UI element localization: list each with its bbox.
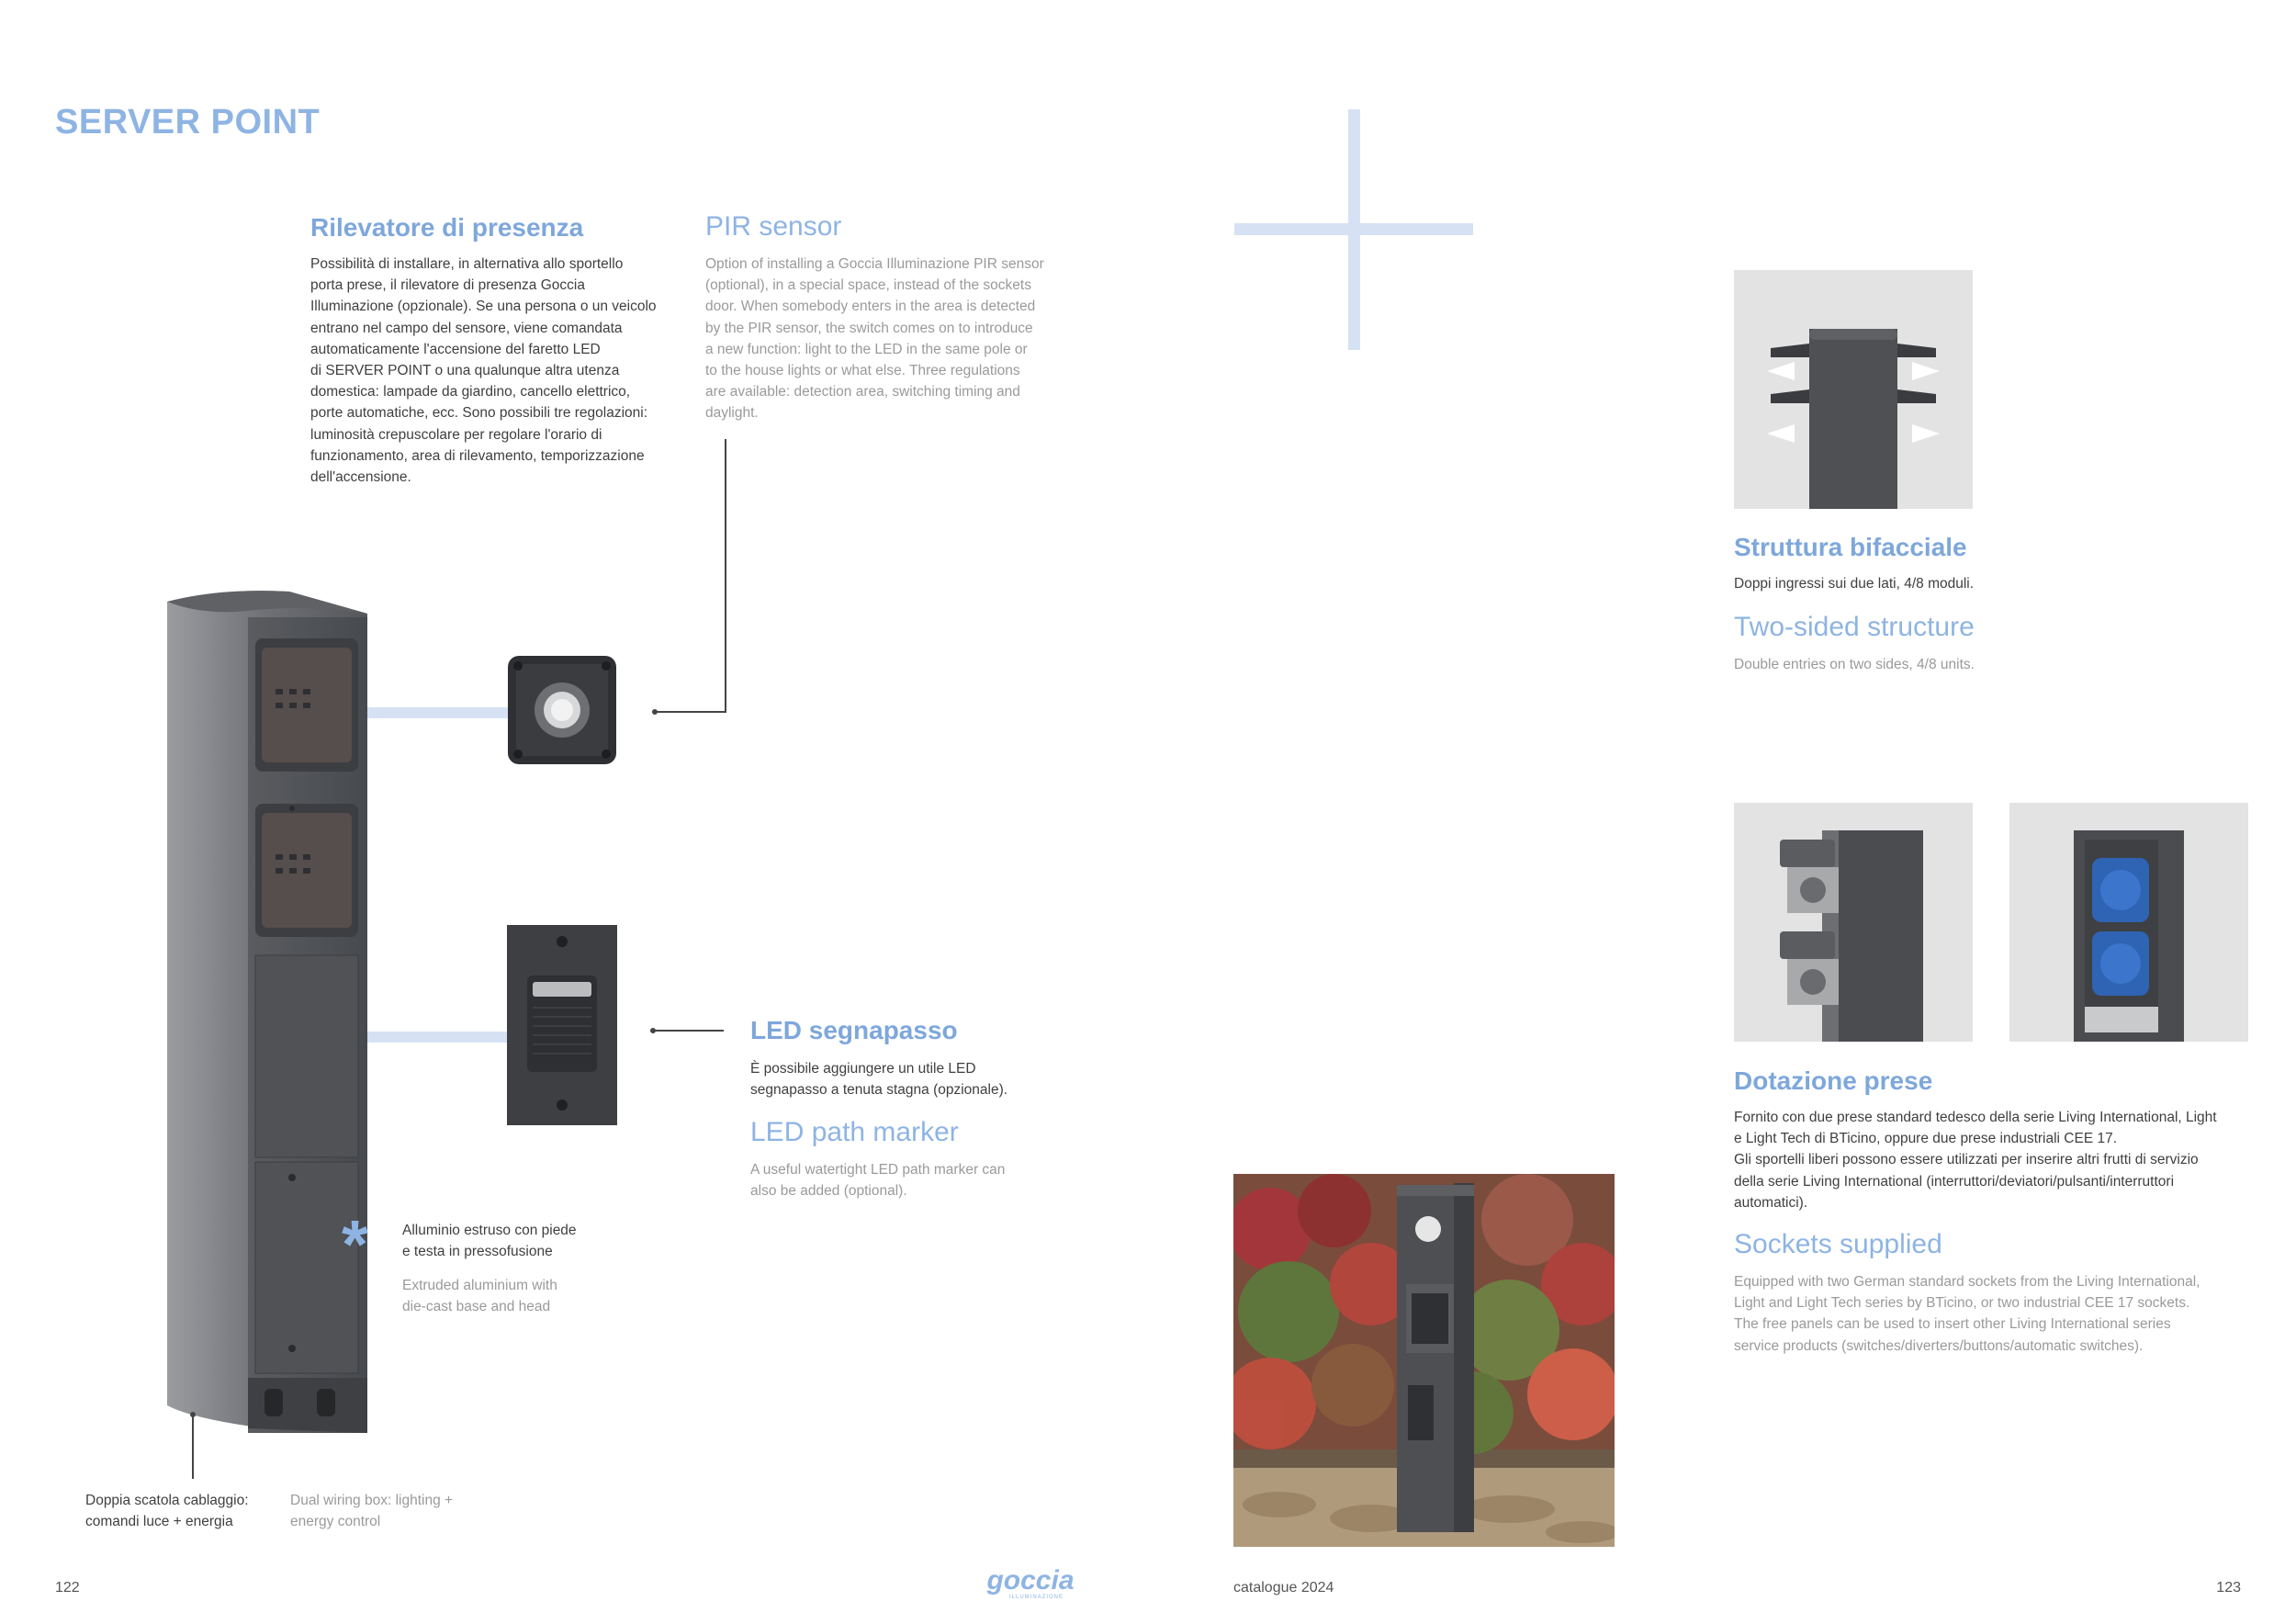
- decorative-cross-horizontal: [1234, 223, 1473, 235]
- text-line: Alluminio estruso con piede: [402, 1223, 577, 1238]
- text-line: are available: detection area, switching timing and: [705, 384, 1020, 400]
- text-line: automatici).: [1734, 1194, 1808, 1211]
- sockets-title-it: Dotazione prese: [1734, 1066, 1933, 1095]
- material-asterisk: *: [342, 1206, 368, 1282]
- text-line: Gli sportelli liberi possono essere utilizzati per inserire altri frutti di servizio: [1734, 1152, 2199, 1168]
- text-line: Light and Light Tech series by BTicino, or two industrial CEE 17 sockets.: [1734, 1295, 2190, 1312]
- text-line: door. When somebody enters in the area is detected: [705, 299, 1036, 315]
- wiring-text-it: [85, 1490, 287, 1532]
- text-line: comandi luce + energia: [85, 1514, 233, 1530]
- logo-subtext: ILLUMINAZIONE: [1008, 1595, 1064, 1600]
- led-leader-line: [654, 1030, 724, 1032]
- text-line: service products (switches/diverters/buttons/automatic switches).: [1734, 1337, 2144, 1354]
- cee-sockets-image: [2009, 803, 2248, 1042]
- text-line: e testa in pressofusione: [402, 1244, 553, 1260]
- led-text-en: [750, 1159, 1081, 1201]
- text-line: Fornito con due prese standard tedesco della serie Living International, Light: [1734, 1110, 2217, 1125]
- text-line: Equipped with two German standard sockets from the Living International,: [1734, 1274, 2200, 1290]
- led-text-it: [750, 1058, 1081, 1100]
- german-sockets-image: [1734, 803, 1973, 1042]
- sensor-title-it: Rilevatore di presenza: [310, 213, 584, 242]
- bifacial-title-en: Two-sided structure: [1734, 612, 1975, 642]
- text-line: della serie Living International (interruttori/deviatori/pulsanti/interruttori: [1734, 1173, 2175, 1190]
- text-line: The free panels can be used to insert other Living International series: [1734, 1316, 2171, 1333]
- led-title-en: LED path marker: [750, 1117, 959, 1147]
- catalogue-label: catalogue 2024: [1233, 1580, 1334, 1596]
- led-connector-band: [363, 1032, 512, 1043]
- text-line: entrano nel campo del sensore, viene comandata: [310, 320, 623, 336]
- text-line: È possibile aggiungere un utile LED: [750, 1061, 976, 1077]
- page-number-left: 122: [55, 1580, 80, 1596]
- text-line: Dual wiring box: lighting +: [290, 1493, 454, 1508]
- page-number-right: 123: [2216, 1580, 2241, 1596]
- text-line: automaticamente l'accensione del faretto LED: [310, 341, 601, 357]
- text-line: Option of installing a Goccia Illuminazione PIR sensor: [705, 256, 1044, 272]
- text-line: di SERVER POINT o una qualunque altra utenza: [310, 363, 620, 379]
- text-line: die-cast base and head: [402, 1299, 551, 1315]
- text-line: Illuminazione (opzionale). Se una persona o un veicolo: [310, 299, 657, 315]
- text-line: e Light Tech di BTicino, oppure due prese industriali CEE 17.: [1734, 1131, 2118, 1147]
- wiring-text-en: [290, 1490, 492, 1532]
- sensor-leader-vertical: [725, 439, 726, 713]
- material-text-en: [402, 1275, 641, 1317]
- text-line: luminosità crepuscolare per regolare l'orario di: [310, 426, 602, 443]
- led-leader-dot: [650, 1028, 656, 1033]
- sensor-title-en: PIR sensor: [705, 211, 842, 242]
- text-line: domestica: lampade da giardino, cancello elettrico,: [310, 384, 631, 400]
- sensor-leader-horizontal: [656, 711, 726, 713]
- led-marker-image: [507, 925, 617, 1125]
- server-point-post-image: [156, 588, 377, 1442]
- sensor-leader-dot: [652, 709, 658, 715]
- text-line: daylight.: [705, 405, 759, 422]
- text-line: (optional), in a special space, instead of the sockets: [705, 277, 1031, 294]
- sockets-text-en: [1734, 1271, 2267, 1357]
- text-line: Possibilità di installare, in alternativa allo sportello: [310, 256, 624, 272]
- text-line: by the PIR sensor, the switch comes on to introduce: [705, 320, 1033, 336]
- text-line: a new function: light to the LED in the same pole or: [705, 341, 1028, 357]
- section-title: SERVER POINT: [55, 103, 321, 141]
- text-line: energy control: [290, 1514, 381, 1530]
- text-line: funzionamento, area di rilevamento, temporizzazione: [310, 447, 645, 464]
- led-title-it: LED segnapasso: [750, 1016, 958, 1044]
- bifacial-title-it: Struttura bifacciale: [1734, 533, 1967, 561]
- brand-logo: [985, 1567, 1076, 1600]
- text-line: porte automatiche, ecc. Sono possibili tre regolazioni:: [310, 405, 648, 422]
- sockets-text-it: [1734, 1107, 2267, 1213]
- bifacial-text-en: Double entries on two sides, 4/8 units.: [1734, 657, 1975, 672]
- text-line: segnapasso a tenuta stagna (opzionale).: [750, 1082, 1008, 1099]
- sensor-text-it: [310, 254, 696, 488]
- bifacial-text-it: Doppi ingressi sui due lati, 4/8 moduli.: [1734, 576, 1975, 592]
- sockets-title-en: Sockets supplied: [1734, 1229, 1942, 1259]
- text-line: dell'accensione.: [310, 469, 411, 486]
- material-text-it: [402, 1220, 641, 1262]
- text-line: to the house lights or what else. Three regulations: [705, 363, 1020, 379]
- garden-installation-photo: [1233, 1174, 1615, 1547]
- wiring-leader-line: [192, 1415, 194, 1479]
- text-line: Doppia scatola cablaggio:: [85, 1493, 249, 1508]
- two-sided-structure-image: [1734, 270, 1973, 509]
- text-line: porta prese, il rilevatore di presenza Goccia: [310, 277, 585, 294]
- sensor-connector-band: [363, 707, 512, 718]
- sensor-text-en: [705, 254, 1091, 424]
- text-line: Extruded aluminium with: [402, 1278, 557, 1293]
- text-line: A useful watertight LED path marker can: [750, 1162, 1006, 1178]
- text-line: also be added (optional).: [750, 1183, 907, 1200]
- pir-sensor-image: [507, 655, 617, 765]
- logo-wordmark: goccia: [986, 1565, 1075, 1596]
